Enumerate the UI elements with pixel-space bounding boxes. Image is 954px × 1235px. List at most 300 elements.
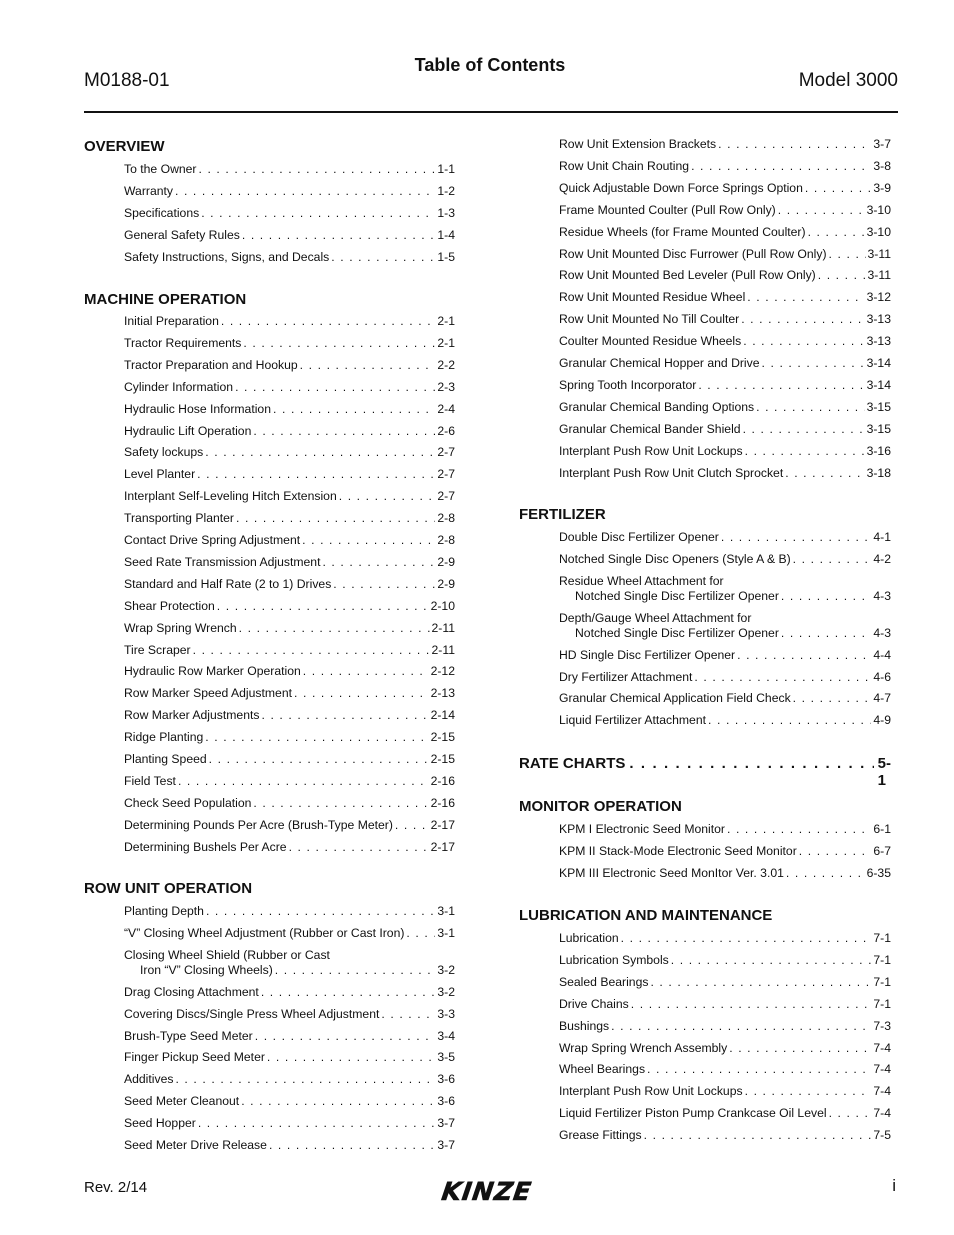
toc-entry-title: Seed Rate Transmission Adjustment — [124, 554, 321, 569]
section-title-fertilizer: FERTILIZER — [519, 506, 606, 523]
toc-entry[interactable] — [124, 926, 455, 941]
toc-entry[interactable] — [559, 1041, 891, 1056]
dot-leader — [756, 400, 864, 415]
section-title-lubrication-maintenance: LUBRICATION AND MAINTENANCE — [519, 907, 773, 924]
dot-leader — [747, 290, 864, 305]
toc-entry-title: Tractor Requirements — [124, 335, 242, 350]
toc-entry-title: Interplant Self-Leveling Hitch Extension — [124, 489, 337, 504]
toc-entry-title: Frame Mounted Coulter (Pull Row Only) — [559, 202, 776, 217]
toc-entry[interactable] — [559, 334, 891, 349]
toc-entry-page: 3-1 — [437, 904, 455, 918]
dot-leader — [217, 599, 429, 614]
toc-entry-page: 4-6 — [873, 669, 891, 684]
toc-entry-title: Granular Chemical Bander Shield — [559, 421, 741, 436]
toc-entry[interactable] — [559, 1062, 891, 1077]
toc-entry[interactable] — [124, 467, 455, 482]
toc-entry-title: Notched Single Disc Openers (Style A & B) — [559, 551, 791, 566]
toc-entry-title: Interplant Push Row Unit Clutch Sprocket — [559, 465, 784, 480]
toc-entry[interactable] — [124, 184, 455, 199]
toc-entry[interactable] — [124, 621, 455, 636]
toc-entry[interactable] — [124, 489, 455, 504]
toc-entry-page: 2-8 — [437, 511, 455, 526]
toc-entry[interactable] — [124, 358, 455, 373]
toc-entry[interactable] — [559, 159, 891, 174]
toc-entry-title: Row Marker Speed Adjustment — [124, 686, 292, 701]
toc-entry[interactable] — [559, 1106, 891, 1121]
toc-entry-page: 7-1 — [873, 931, 891, 945]
toc-entry-page: 3-1 — [437, 925, 455, 940]
toc-entry[interactable] — [559, 822, 891, 837]
section-title-overview: OVERVIEW — [84, 138, 165, 155]
dot-leader — [799, 844, 872, 859]
toc-entry[interactable] — [559, 866, 891, 881]
toc-entry-title: Initial Preparation — [124, 314, 219, 328]
toc-entry-title: Granular Chemical Application Field Check — [559, 691, 791, 706]
toc-entry-title-continued: Notched Single Disc Fertilizer Opener — [575, 625, 779, 640]
dot-leader — [235, 380, 435, 395]
toc-entry[interactable] — [559, 466, 891, 481]
toc-entry[interactable] — [124, 1094, 455, 1109]
toc-entry-page: 5-1 — [877, 755, 891, 789]
toc-entry[interactable] — [559, 997, 891, 1012]
toc-entry-page: 2-13 — [430, 686, 455, 701]
toc-entry-title: Determining Bushels Per Acre — [124, 839, 287, 854]
toc-entry-title: HD Single Disc Fertilizer Opener — [559, 647, 736, 662]
dot-leader — [205, 445, 435, 460]
dot-leader — [793, 691, 872, 706]
toc-entry-page: 3-7 — [437, 1138, 455, 1152]
dot-leader — [629, 755, 873, 772]
dot-leader — [743, 422, 865, 437]
toc-entry-page: 2-9 — [437, 554, 455, 569]
dot-leader — [395, 818, 429, 833]
toc-entry-page: 7-1 — [873, 952, 891, 967]
toc-entry-title: Safety lockups — [124, 445, 204, 460]
toc-entry[interactable] — [559, 268, 891, 283]
toc-entry-title: Interplant Push Row Unit Lockups — [559, 443, 743, 458]
toc-entry[interactable] — [124, 985, 455, 1000]
toc-entry-title: Check Seed Population — [124, 795, 252, 810]
toc-entry-title: Coulter Mounted Residue Wheels — [559, 334, 742, 349]
toc-entry-title: Determining Pounds Per Acre (Brush-Type Meter) — [124, 817, 393, 832]
toc-entry-page: 2-11 — [431, 620, 455, 635]
toc-entry-title: Lubrication Symbols — [559, 952, 669, 967]
toc-entry[interactable] — [559, 552, 891, 567]
dot-leader — [611, 1019, 871, 1034]
dot-leader — [273, 402, 435, 417]
toc-entry-page: 7-4 — [873, 1084, 891, 1099]
dot-leader — [303, 664, 429, 679]
dot-leader — [242, 228, 436, 243]
dot-leader — [741, 312, 864, 327]
toc-entry-page: 3-15 — [866, 421, 891, 436]
dot-leader — [381, 1007, 435, 1022]
dot-leader — [339, 489, 436, 504]
toc-entry-page: 3-14 — [866, 356, 891, 370]
dot-leader — [255, 1029, 436, 1044]
dot-leader — [175, 184, 435, 199]
toc-entry-page: 2-11 — [431, 642, 455, 657]
dot-leader — [406, 926, 435, 941]
dot-leader — [241, 1094, 435, 1109]
toc-entry[interactable] — [124, 664, 455, 679]
toc-entry-title: Specifications — [124, 205, 200, 220]
toc-entry-page: 1-3 — [437, 205, 455, 220]
dot-leader — [275, 963, 436, 978]
toc-entry[interactable] — [559, 247, 891, 262]
toc-entry-title: To the Owner — [124, 162, 197, 176]
toc-entry[interactable] — [124, 511, 455, 526]
toc-entry-title: Level Planter — [124, 467, 196, 482]
toc-entry[interactable] — [124, 840, 455, 855]
toc-entry-page: 6-35 — [866, 865, 891, 880]
dot-leader — [289, 840, 429, 855]
toc-entry-page: 2-14 — [430, 708, 455, 723]
toc-entry-title: Lubrication — [559, 931, 619, 945]
toc-entry-page: 2-17 — [430, 817, 455, 832]
toc-entry-page: 3-13 — [866, 312, 891, 327]
toc-entry[interactable] — [124, 1029, 455, 1044]
dot-leader — [829, 1106, 872, 1121]
toc-entry-page: 2-17 — [430, 839, 455, 854]
dot-leader — [694, 670, 871, 685]
toc-entry-title: Granular Chemical Banding Options — [559, 399, 755, 414]
dot-leader — [631, 997, 872, 1012]
toc-entry-page: 2-4 — [437, 401, 455, 416]
toc-entry[interactable] — [124, 1072, 455, 1087]
toc-entry-title: Brush-Type Seed Meter — [124, 1028, 253, 1043]
section-title-monitor-operation: MONITOR OPERATION — [519, 798, 682, 815]
toc-entry-page: 3-3 — [437, 1006, 455, 1021]
dot-leader — [302, 533, 435, 548]
toc-entry-title: General Safety Rules — [124, 227, 240, 242]
toc-entry-page: 2-12 — [430, 664, 455, 679]
toc-entry[interactable] — [559, 225, 891, 240]
toc-entry[interactable] — [124, 818, 455, 833]
toc-entry[interactable] — [124, 206, 455, 221]
toc-entry-title: Liquid Fertilizer Attachment — [559, 713, 706, 728]
toc-entry[interactable] — [124, 1007, 455, 1022]
toc-entry[interactable] — [124, 948, 455, 978]
toc-entry[interactable] — [559, 203, 891, 218]
dot-leader — [781, 589, 871, 604]
dot-leader — [691, 159, 871, 174]
dot-leader — [322, 555, 435, 570]
toc-entry-title: Closing Wheel Shield (Rubber or Cast — [124, 947, 330, 962]
toc-entry-page: 2-7 — [437, 467, 455, 482]
toc-entry[interactable] — [124, 402, 455, 417]
dot-leader — [175, 1072, 435, 1087]
toc-entry-page: 7-4 — [873, 1062, 891, 1077]
toc-entry[interactable] — [559, 670, 891, 685]
toc-entry[interactable] — [124, 445, 455, 460]
toc-entry-title: Bushings — [559, 1018, 610, 1033]
toc-entry-title: Wheel Bearings — [559, 1062, 646, 1077]
toc-entry-page: 3-11 — [867, 268, 891, 283]
toc-entry[interactable] — [559, 648, 891, 663]
toc-entry-page: 3-2 — [437, 962, 455, 977]
toc-entry-title: KPM I Electronic Seed Monitor — [559, 822, 725, 836]
toc-entry[interactable] — [124, 424, 455, 439]
toc-entry-page: 2-6 — [437, 423, 455, 438]
toc-entry-page: 3-13 — [866, 334, 891, 349]
toc-entry-page: 3-4 — [437, 1028, 455, 1043]
toc-entry-title: Granular Chemical Hopper and Drive — [559, 356, 760, 370]
toc-entry[interactable] — [559, 444, 891, 459]
toc-entry-title: Wrap Spring Wrench — [124, 620, 237, 635]
toc-entry[interactable] — [124, 1138, 455, 1153]
toc-entry-title-continued: Notched Single Disc Fertilizer Opener — [575, 588, 779, 603]
toc-entry-page: 4-2 — [873, 551, 891, 566]
toc-entry[interactable] — [559, 953, 891, 968]
dot-leader — [221, 314, 436, 329]
toc-entry-title: RATE CHARTS — [519, 755, 626, 772]
toc-entry[interactable] — [124, 533, 455, 548]
toc-entry-page: 3-9 — [873, 180, 891, 195]
toc-entry-title: Dry Fertilizer Attachment — [559, 669, 693, 684]
toc-entry[interactable] — [124, 250, 455, 265]
toc-entry-title: Safety Instructions, Signs, and Decals — [124, 249, 330, 264]
toc-entry[interactable] — [124, 730, 455, 745]
toc-entry[interactable] — [124, 643, 455, 658]
toc-entry-page: 3-6 — [437, 1072, 455, 1087]
header-divider — [84, 111, 898, 113]
toc-entry-page: 1-4 — [437, 227, 455, 242]
toc-entry-title: Row Unit Mounted Bed Leveler (Pull Row Only) — [559, 268, 816, 283]
toc-entry[interactable] — [559, 574, 891, 604]
toc-entry[interactable] — [559, 844, 891, 859]
toc-entry-title: Planting Speed — [124, 752, 207, 766]
toc-entry-title: Covering Discs/Single Press Wheel Adjustment — [124, 1006, 380, 1021]
toc-entry-page: 3-11 — [867, 246, 891, 261]
toc-entry[interactable] — [124, 708, 455, 723]
toc-entry-title: Additives — [124, 1072, 174, 1087]
toc-entry-page: 2-1 — [437, 335, 455, 350]
toc-entry-title: Interplant Push Row Unit Lockups — [559, 1084, 743, 1099]
toc-entry-title: Row Unit Mounted Residue Wheel — [559, 290, 746, 305]
dot-leader — [333, 577, 435, 592]
toc-entry-title: Planting Depth — [124, 904, 204, 918]
toc-entry-title: Cylinder Information — [124, 379, 234, 394]
dot-leader — [300, 358, 436, 373]
toc-entry[interactable] — [559, 181, 891, 196]
dot-leader — [239, 621, 430, 636]
toc-entry[interactable] — [559, 1084, 891, 1099]
toc-entry[interactable] — [559, 713, 891, 728]
dot-leader — [721, 530, 872, 545]
toc-entry-page: 1-2 — [437, 183, 455, 198]
toc-entry-title: KPM II Stack-Mode Electronic Seed Monitor — [559, 843, 797, 858]
toc-entry-page: 1-5 — [437, 249, 455, 264]
dot-leader — [743, 334, 864, 349]
toc-entry-title: Warranty — [124, 183, 173, 198]
toc-entry-page: 3-18 — [866, 465, 891, 480]
toc-entry-page: 2-7 — [437, 445, 455, 460]
toc-entry-page: 4-3 — [873, 625, 891, 640]
toc-entry-page: 3-10 — [866, 224, 891, 239]
toc-entry-page: 3-10 — [866, 202, 891, 217]
toc-entry[interactable] — [124, 904, 455, 919]
dot-leader — [829, 247, 866, 262]
dot-leader — [671, 953, 872, 968]
toc-entry-page: 4-7 — [873, 691, 891, 706]
dot-leader — [294, 686, 429, 701]
dot-leader — [793, 552, 872, 567]
dot-leader — [647, 1062, 871, 1077]
toc-entry-title: Quick Adjustable Down Force Springs Option — [559, 180, 803, 195]
dot-leader — [267, 1050, 435, 1065]
toc-entry-page: 4-4 — [873, 647, 891, 662]
kinze-logo — [430, 1176, 548, 1206]
dot-leader — [786, 866, 865, 881]
toc-entry[interactable] — [124, 774, 455, 789]
toc-entry-title: Row Marker Adjustments — [124, 708, 260, 723]
toc-entry-title: Spring Tooth Incorporator — [559, 377, 697, 392]
toc-entry[interactable] — [559, 1128, 891, 1143]
dot-leader — [698, 378, 864, 393]
toc-entry-title: Seed Meter Drive Release — [124, 1138, 267, 1152]
toc-entry-page: 6-7 — [873, 843, 891, 858]
toc-entry[interactable] — [124, 796, 455, 811]
toc-entry-page: 3-12 — [866, 290, 891, 305]
toc-entry[interactable] — [124, 555, 455, 570]
dot-leader — [261, 985, 436, 1000]
toc-entry-title: Hydraulic Lift Operation — [124, 423, 252, 438]
toc-entry[interactable] — [559, 975, 891, 990]
toc-entry[interactable] — [559, 691, 891, 706]
toc-entry-title: Wrap Spring Wrench Assembly — [559, 1040, 728, 1055]
dot-leader — [781, 626, 871, 641]
toc-entry-title: Seed Hopper — [124, 1116, 196, 1131]
dot-leader — [205, 730, 428, 745]
toc-entry[interactable] — [559, 931, 891, 946]
dot-leader — [708, 713, 871, 728]
toc-entry-page: 3-7 — [873, 137, 891, 151]
toc-entry-page: 4-9 — [873, 713, 891, 728]
toc-entry-page: 2-15 — [430, 730, 455, 745]
toc-entry-page: 7-5 — [873, 1128, 891, 1143]
toc-entry[interactable] — [559, 611, 891, 641]
dot-leader — [198, 162, 435, 177]
toc-entry[interactable] — [559, 1019, 891, 1034]
toc-entry[interactable] — [124, 228, 455, 243]
toc-entry[interactable] — [559, 422, 891, 437]
toc-entry-title: Hydraulic Hose Information — [124, 401, 271, 416]
toc-entry-title: Residue Wheels (for Frame Mounted Coulter) — [559, 224, 806, 239]
toc-entry-page: 2-7 — [437, 489, 455, 504]
toc-entry-page: 2-10 — [430, 598, 455, 613]
dot-leader — [253, 796, 428, 811]
toc-entry-title: Grease Fittings — [559, 1128, 642, 1143]
toc-entry-title: Shear Protection — [124, 598, 215, 613]
toc-entry-title: Row Unit Mounted No Till Coulter — [559, 312, 740, 327]
model-name: Model 3000 — [798, 70, 898, 91]
toc-entry[interactable] — [124, 380, 455, 395]
toc-entry[interactable] — [124, 336, 455, 351]
toc-entry-page: 4-3 — [873, 588, 891, 603]
dot-leader — [253, 424, 435, 439]
page-number: i — [892, 1176, 896, 1195]
toc-entry-title: Standard and Half Rate (2 to 1) Drives — [124, 576, 332, 591]
toc-entry-title: Sealed Bearings — [559, 974, 649, 989]
toc-entry-page: 2-9 — [437, 576, 455, 591]
dot-leader — [621, 931, 872, 946]
toc-entry[interactable] — [559, 290, 891, 305]
dot-leader — [650, 975, 871, 990]
toc-entry-title: Hydraulic Row Marker Operation — [124, 664, 301, 679]
toc-entry-page: 2-1 — [437, 314, 455, 328]
dot-leader — [785, 466, 864, 481]
toc-entry[interactable] — [559, 137, 891, 152]
toc-entry[interactable] — [124, 162, 455, 177]
toc-entry[interactable] — [559, 400, 891, 415]
toc-entry[interactable] — [124, 314, 455, 329]
toc-entry[interactable] — [124, 577, 455, 592]
toc-entry[interactable] — [124, 1050, 455, 1065]
toc-entry[interactable] — [559, 530, 891, 545]
toc-entry[interactable] — [559, 378, 891, 393]
toc-entry-title: Double Disc Fertilizer Opener — [559, 530, 719, 544]
dot-leader — [261, 708, 428, 723]
toc-entry-page: 2-16 — [430, 795, 455, 810]
toc-entry-title: Depth/Gauge Wheel Attachment for — [559, 610, 752, 625]
dot-leader — [243, 336, 435, 351]
toc-entry[interactable] — [559, 312, 891, 327]
toc-entry-title: Residue Wheel Attachment for — [559, 573, 724, 588]
toc-entry-title: Transporting Planter — [124, 511, 234, 526]
dot-leader — [737, 648, 871, 663]
toc-entry-title: KPM III Electronic Seed MonItor Ver. 3.01 — [559, 865, 784, 880]
dot-leader — [331, 250, 435, 265]
toc-entry-rate-charts[interactable] — [519, 755, 891, 789]
dot-leader — [805, 181, 872, 196]
dot-leader — [718, 137, 871, 152]
toc-entry-page: 1-1 — [437, 162, 455, 176]
dot-leader — [197, 467, 435, 482]
toc-entry-title-continued: Iron “V” Closing Wheels) — [140, 962, 273, 977]
toc-entry-page: 7-1 — [873, 974, 891, 989]
dot-leader — [808, 225, 865, 240]
toc-entry-title: Row Unit Chain Routing — [559, 158, 690, 173]
revision-label: Rev. 2/14 — [84, 1179, 148, 1196]
dot-leader — [745, 444, 865, 459]
toc-entry-page: 2-16 — [430, 773, 455, 788]
toc-entry[interactable] — [124, 752, 455, 767]
section-title-machine-operation: MACHINE OPERATION — [84, 291, 247, 308]
toc-entry-page: 3-8 — [873, 158, 891, 173]
toc-entry-page: 7-4 — [873, 1040, 891, 1055]
dot-leader — [727, 822, 871, 837]
toc-entry-page: 4-1 — [873, 530, 891, 544]
dot-leader — [644, 1128, 872, 1143]
toc-entry[interactable] — [124, 599, 455, 614]
toc-entry[interactable] — [559, 356, 891, 371]
toc-entry[interactable] — [124, 686, 455, 701]
dot-leader — [729, 1041, 871, 1056]
toc-entry-page: 2-3 — [437, 379, 455, 394]
toc-entry-page: 7-4 — [873, 1106, 891, 1121]
toc-entry-title: Drive Chains — [559, 996, 629, 1011]
dot-leader — [818, 268, 866, 283]
toc-entry-title: Row Unit Mounted Disc Furrower (Pull Row Only) — [559, 246, 827, 261]
dot-leader — [269, 1138, 435, 1153]
toc-entry-title: Finger Pickup Seed Meter — [124, 1050, 265, 1065]
toc-entry-page: 3-16 — [866, 443, 891, 458]
dot-leader — [236, 511, 435, 526]
toc-entry-title: Field Test — [124, 773, 176, 788]
toc-entry-page: 3-15 — [866, 399, 891, 414]
toc-entry[interactable] — [124, 1116, 455, 1131]
